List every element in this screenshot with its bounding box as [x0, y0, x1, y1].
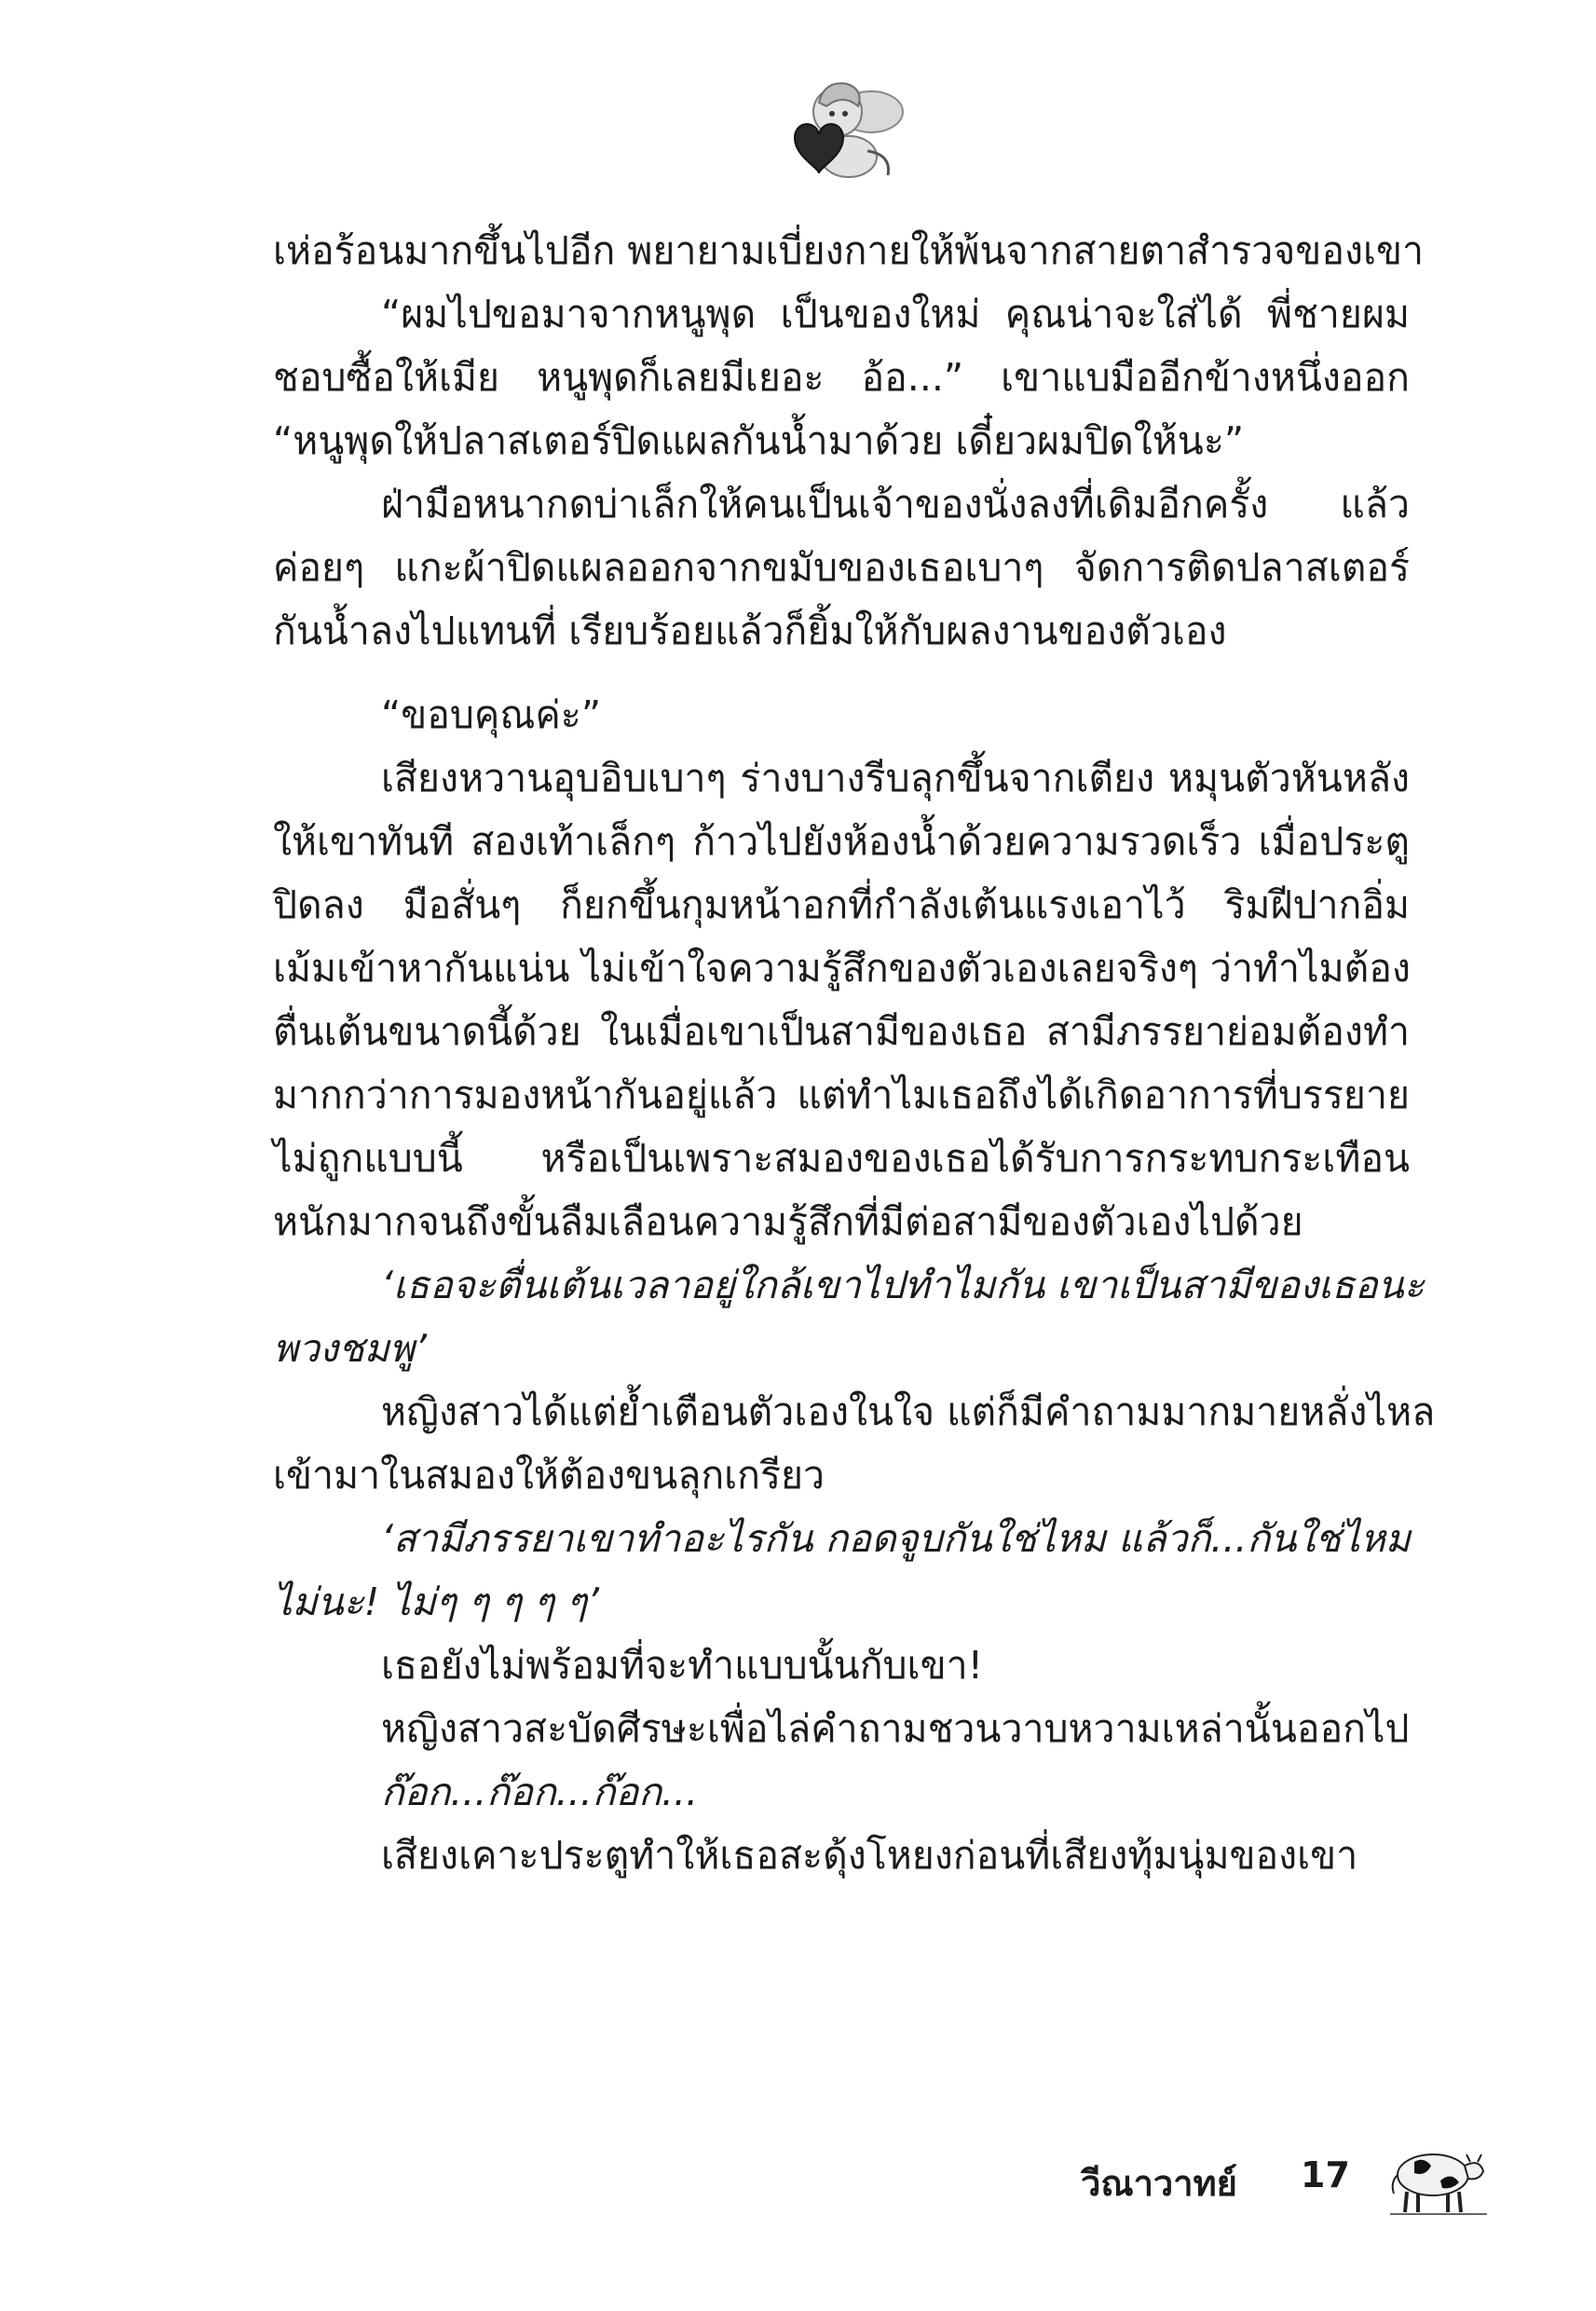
- text-line: ค่อยๆ แกะผ้าปิดแผลออกจากขมับของเธอเบาๆ จัดการติดปลาสเตอร์: [273, 545, 1410, 590]
- text-line: ตื่นเต้นขนาดนี้ด้วย ในเมื่อเขาเป็นสามีของเธอ สามีภรรยาย่อมต้องทำ: [273, 1009, 1410, 1054]
- text-line: ก๊อก...ก๊อก...ก๊อก...: [381, 1770, 699, 1814]
- text-line: ให้เขาทันที สองเท้าเล็กๆ ก้าวไปยังห้องน้ำด้วยความรวดเร็ว เมื่อประตู: [273, 819, 1410, 864]
- text-line: เสียงหวานอุบอิบเบาๆ ร่างบางรีบลุกขึ้นจากเตียง หมุนตัวหันหลัง: [381, 756, 1410, 800]
- cherub-holding-heart-icon: [778, 65, 908, 186]
- text-line: เข้ามาในสมองให้ต้องขนลุกเกรียว: [273, 1453, 825, 1497]
- text-line: ฝ่ามือหนากดบ่าเล็กให้คนเป็นเจ้าของนั่งลงที่เดิมอีกครั้ง แล้ว: [381, 482, 1410, 526]
- text-line: “ขอบคุณค่ะ”: [381, 692, 602, 737]
- text-line: มากกว่าการมองหน้ากันอยู่แล้ว แต่ทำไมเธอถึงได้เกิดอาการที่บรรยาย: [273, 1073, 1410, 1117]
- cow-icon: [1386, 2134, 1491, 2216]
- text-line: เสียงเคาะประตูทำให้เธอสะดุ้งโหยงก่อนที่เสียงทุ้มนุ่มของเขา: [381, 1833, 1358, 1878]
- text-line: ‘เธอจะตื่นเต้นเวลาอยู่ใกล้เขาไปทำไมกัน เขาเป็นสามีของเธอนะ: [381, 1263, 1425, 1307]
- book-title: วีณาวาทย์: [1081, 2163, 1237, 2204]
- text-line: “ผมไปขอมาจากหนูพุด เป็นของใหม่ คุณน่าจะใส่ได้ พี่ชายผม: [381, 292, 1410, 336]
- text-line: ปิดลง มือสั่นๆ ก็ยกขึ้นกุมหน้าอกที่กำลังเต้นแรงเอาไว้ ริมฝีปากอิ่ม: [273, 882, 1410, 927]
- text-line: เธอยังไม่พร้อมที่จะทำแบบนั้นกับเขา!: [381, 1643, 984, 1688]
- text-line: ‘สามีภรรยาเขาทำอะไรกัน กอดจูบกันใช่ไหม แล้วก็...กันใช่ไหม: [381, 1516, 1411, 1561]
- page-footer: [1081, 2134, 1491, 2218]
- text-line: หญิงสาวได้แต่ย้ำเตือนตัวเองในใจ แต่ก็มีคำถามมากมายหลั่งไหล: [381, 1389, 1436, 1434]
- text-line: พวงชมพู’: [273, 1326, 427, 1371]
- text-line: เม้มเข้าหากันแน่น ไม่เข้าใจความรู้สึกของตัวเองเลยจริงๆ ว่าทำไมต้อง: [273, 946, 1411, 991]
- text-line: หญิงสาวสะบัดศีรษะเพื่อไล่คำถามชวนวาบหวามเหล่านั้นออกไป: [381, 1706, 1410, 1751]
- text-line: กันน้ำลงไปแทนที่ เรียบร้อยแล้วก็ยิ้มให้กับผลงานของตัวเอง: [273, 609, 1227, 653]
- body-text: [273, 219, 1436, 1887]
- text-line: เห่อร้อนมากขึ้นไปอีก พยายามเบี่ยงกายให้พ้นจากสายตาสำรวจของเขา: [273, 228, 1425, 273]
- text-line: ชอบซื้อให้เมีย หนูพุดก็เลยมีเยอะ อ้อ...” เขาแบมืออีกข้างหนึ่งออก: [273, 355, 1410, 400]
- page-number: 17: [1301, 2154, 1350, 2195]
- text-line: หนักมากจนถึงขั้นลืมเลือนความรู้สึกที่มีต่อสามีของตัวเองไปด้วย: [273, 1199, 1303, 1244]
- text-line: ไม่ถูกแบบนี้ หรือเป็นเพราะสมองของเธอได้รับการกระทบกระเทือน: [273, 1136, 1410, 1181]
- text-line: ไม่นะ! ไม่ๆ ๆ ๆ ๆ ๆ’: [273, 1579, 600, 1624]
- text-line: “หนูพุดให้ปลาสเตอร์ปิดแผลกันน้ำมาด้วย เดี๋ยวผมปิดให้นะ”: [273, 418, 1245, 463]
